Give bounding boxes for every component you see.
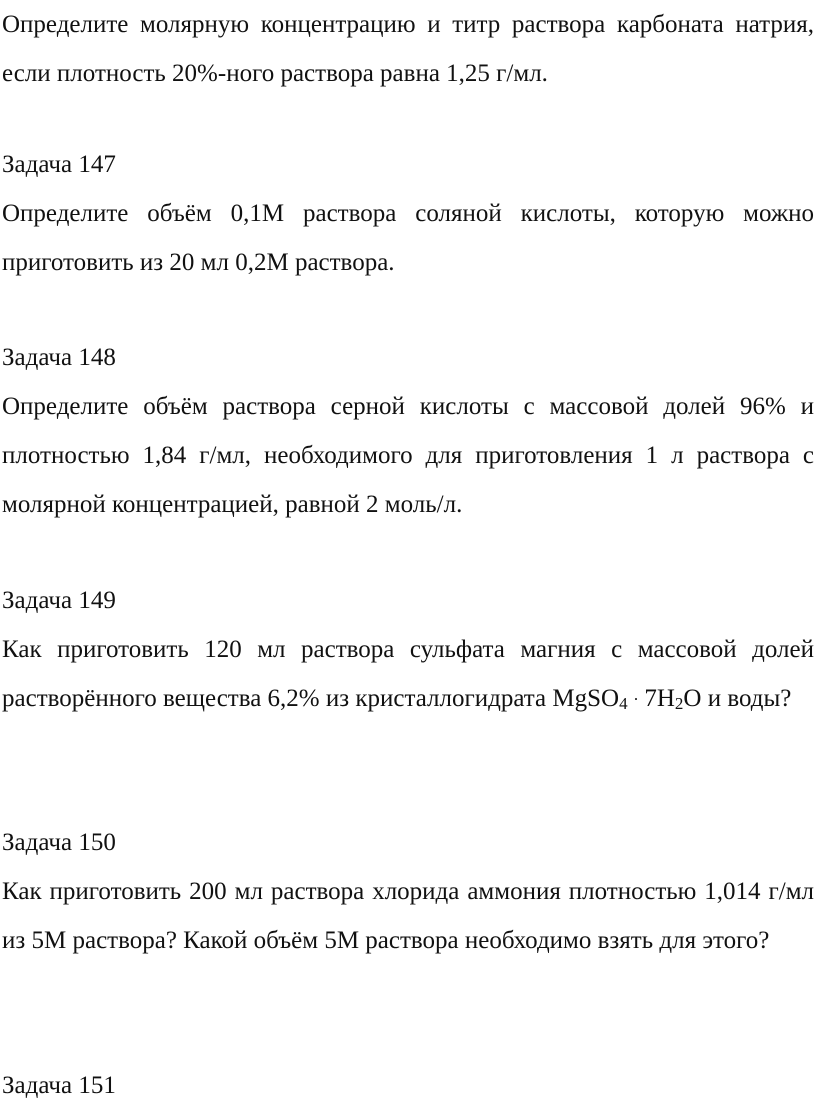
task-149-heading: Задача 149 [2, 587, 116, 614]
task-149-text-before: Как приготовить 120 мл раствора сульфата магния с массовой долей растворённого вещества 6,2% из кристаллогидрата MgSO [2, 636, 814, 712]
intro-paragraph: Определите молярную концентрацию и титр раствора карбоната натрия, если плотность 20%-ного раствора равна 1,25 г/мл. [2, 11, 814, 87]
task-147-block [2, 140, 814, 287]
task-149-text [2, 625, 814, 723]
formula-subscript-2: 2 [674, 694, 684, 713]
task-151-heading: Задача 151 [2, 1072, 116, 1099]
task-147-text: Определите объём 0,1М раствора соляной кислоты, которую можно приготовить из 20 мл 0,2М раствора. [2, 200, 814, 276]
formula-dot: . [633, 685, 639, 704]
task-148-heading: Задача 148 [2, 344, 116, 371]
formula-subscript-4: 4 [619, 694, 628, 713]
formula-water: 7H [638, 685, 675, 712]
task-150-block [2, 818, 814, 965]
task-150-heading: Задача 150 [2, 829, 116, 856]
intro-block [2, 0, 814, 98]
task-150-text: Как приготовить 200 мл раствора хлорида аммония плотностью 1,014 г/мл из 5М раствора? Какой объём 5М раствора необходимо взять для этого? [2, 878, 814, 954]
task-151-block [2, 1061, 814, 1110]
task-148-text: Определите объём раствора серной кислоты с массовой долей 96% и плотностью 1,84 г/мл, необходимого для приготовления 1 л раствора с молярной концентрацией, равной 2 моль/л. [2, 393, 814, 518]
task-148-block [2, 333, 814, 529]
task-149-block [2, 576, 814, 723]
task-149-text-after: O и воды? [683, 685, 792, 712]
task-147-heading: Задача 147 [2, 151, 116, 178]
